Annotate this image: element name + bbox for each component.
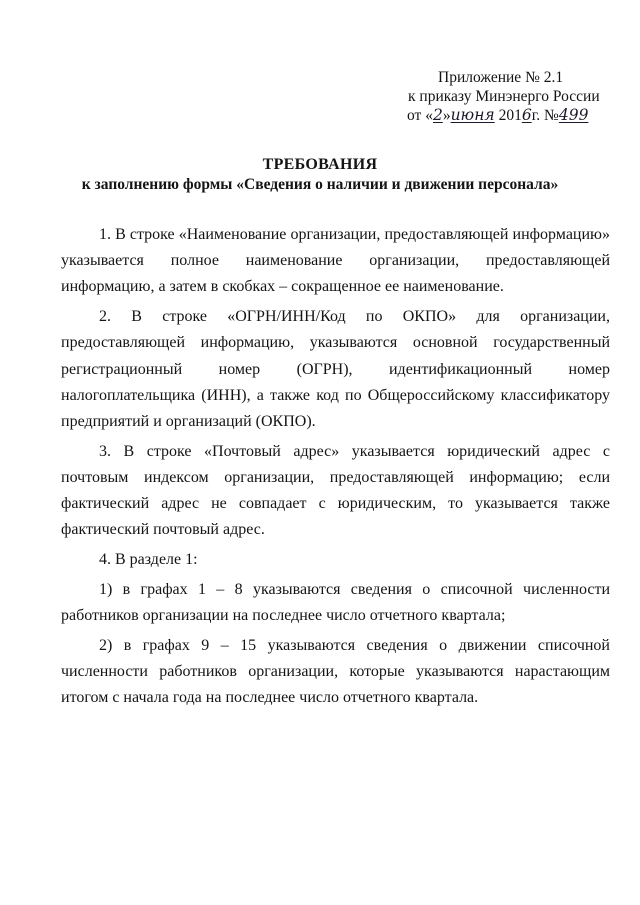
document-title: ТРЕБОВАНИЯ	[262, 156, 378, 173]
handwritten-day: 2	[432, 106, 443, 124]
appendix-header	[405, 68, 625, 125]
year-suffix: г. №	[531, 107, 559, 124]
paragraph-2: 2. В строке «ОГРН/ИНН/Код по ОКПО» для организации, предоставляющей информацию, указываются основной государственный регистрационный номер (ОГРН), идентификационный номер налогоплательщика (ИНН), а также код по Общероссийскому классификатору предприятий и организаций (ОКПО).	[61, 308, 610, 430]
paragraph-3: 3. В строке «Почтовый адрес» указывается юридический адрес с почтовым индексом организации, предоставляющей информацию; если фактический адрес не совпадает с юридическим, то указывается также фактический почтовый адрес.	[61, 442, 610, 539]
paragraph-4-1: 1) в графах 1 – 8 указываются сведения о списочной численности работников организации на последнее число отчетного квартала;	[61, 580, 610, 624]
handwritten-order-number: 499	[558, 106, 589, 124]
appendix-number: Приложение № 2.1	[438, 69, 564, 86]
paragraph-4-2: 2) в графах 9 – 15 указываются сведения о движении списочной численности работников организации, которые указываются нарастающим итогом с начала года на последнее число отчетного квартала.	[61, 636, 610, 706]
paragraph-1: 1. В строке «Наименование организации, предоставляющей информацию» указывается полное наименование организации, предоставляющей информацию, а затем в скобках – сокращенное ее наименование.	[61, 226, 610, 296]
handwritten-year-digit: 6	[521, 106, 532, 124]
appendix-order-ref: к приказу Минэнерго России	[408, 88, 600, 105]
handwritten-month: июня	[450, 106, 495, 124]
document-subtitle: к заполнению формы «Сведения о наличии и движении персонала»	[81, 176, 559, 193]
year-prefix: 201	[498, 107, 522, 124]
date-separator: »	[442, 107, 451, 124]
document-body	[61, 222, 610, 715]
paragraph-4: 4. В разделе 1:	[99, 550, 198, 568]
date-prefix: от «	[407, 107, 433, 124]
appendix-date-line	[405, 106, 625, 125]
